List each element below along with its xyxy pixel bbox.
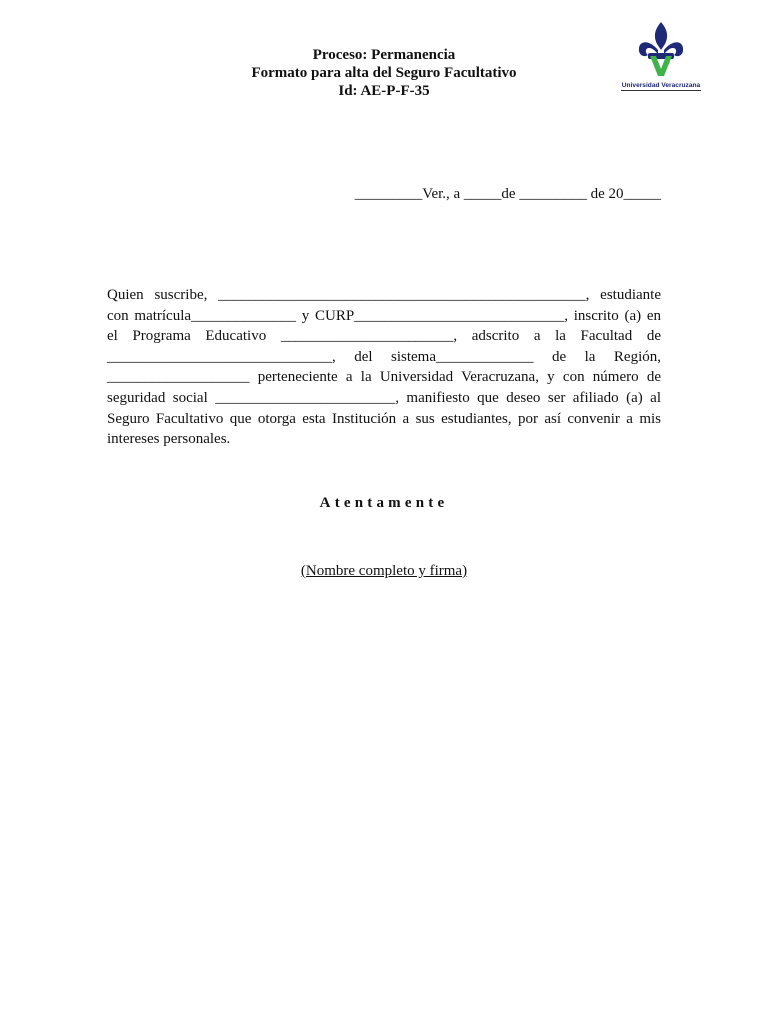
document-id: Id: AE-P-F-35 [338, 83, 430, 99]
university-logo [616, 20, 706, 95]
format-title: Formato para alta del Seguro Facultativo [251, 65, 517, 81]
fleur-de-lis-icon [636, 20, 686, 80]
body-paragraph: Quien suscribe, _________________________________________________, estudiante con matrícula______________ y CURP____________________________, inscrito (a) en el Programa Educativo _______________________, adscrito a la Facultad de ______________________________, del sistema_____________ de la Región, ___________________ perteneciente a la Universidad Veracruzana, y con número de seguridad social ________________________, manifiesto que deseo ser afiliado (a) al Seguro Facultativo que otorga esta Institución a sus estudiantes, por así convenir a mis intereses personales. [107, 287, 661, 448]
logo-underline [621, 90, 701, 91]
logo-caption: Universidad Veracruzana [621, 82, 701, 89]
date-line: _________Ver., a _____de _________ de 20_____ [354, 186, 661, 202]
closing-text: Atentamente [319, 495, 449, 511]
signature-line [0, 563, 768, 580]
process-title: Proceso: Permanencia [312, 47, 456, 63]
signature-label: (Nombre completo y firma) [300, 563, 468, 579]
